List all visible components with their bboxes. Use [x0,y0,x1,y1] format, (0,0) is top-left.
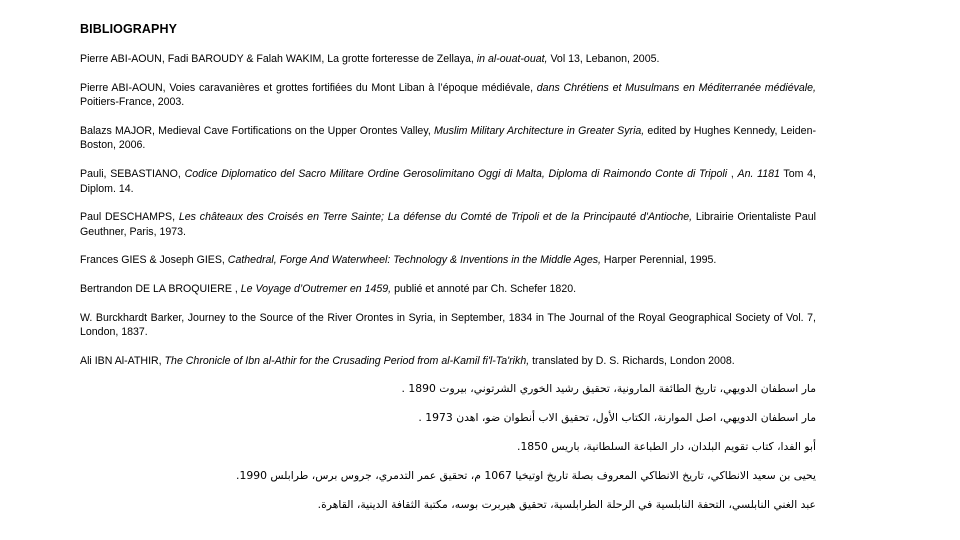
arabic-entry-4: يحيى بن سعيد الانطاكي، تاريخ الانطاكي المعروف بصلة تاريخ اوتيخيا 1067 م، تحقيق عمر التدمري، جروس برس، طرابلس 1990. [236,469,816,483]
entry-text: W. Burckhardt Barker, Journey to the Source of the River Orontes in Syria, in September, 1834 in The Journal of the Royal Geographical Society of Vol. 7, London, 1837. [80,311,816,339]
entry-italic: Codice Diplomatico del Sacro Militare Ordine Gerosolimitano Oggi di Malta, Diploma di Raimondo Conte di Tripoli [184,167,728,180]
bibliography-entry-2 [80,81,816,110]
entry-text: translated by D. S. Richards, London 2008. [529,354,735,367]
entry-text: Poitiers-France, 2003. [80,96,185,109]
entry-text: Librairie Orientaliste Paul Geuthner, Paris, 1973. [80,211,816,238]
bibliography-entry-7 [80,282,816,297]
entry-text: Ali IBN Al-ATHIR, [80,354,165,367]
entry-italic: The Chronicle of Ibn al-Athir for the Crusading Period from al-Kamil fi'l-Ta'rikh, [164,354,530,367]
entry-italic: Les châteaux des Croisés en Terre Sainte; La défense du Comté de Tripoli et de la Principauté d'Antioche, [178,211,693,224]
entry-italic: An. 1181 [737,167,780,180]
entry-text: Pauli, SEBASTIANO, [80,167,185,180]
arabic-entry-1: مار اسطفان الدويهي، تاريخ الطائفة المارونية، تحقيق رشيد الخوري الشرتوني، بيروت 1890 . [401,382,816,396]
entry-text: Pierre ABI-AOUN, Voies caravanières et grottes fortifiées du Mont Liban à l’époque médiévale, [80,81,537,94]
bibliography-entry-4 [80,167,816,196]
bibliography-entry-9 [80,354,816,369]
entry-text: Balazs MAJOR, Medieval Cave Fortifications on the Upper Orontes Valley, [80,124,434,137]
entry-text: Tom 4, Diplom. 14. [80,167,816,195]
entry-text: Vol 13, Lebanon, 2005. [547,53,660,65]
bibliography-entry-3 [80,124,816,153]
entry-text: Paul DESCHAMPS, [80,211,179,224]
page-title: BIBLIOGRAPHY [80,22,178,36]
entry-text: Frances GIES & Joseph GIES, [80,254,228,267]
entry-text: edited by Hughes Kennedy, Leiden-Boston, 2006. [80,124,816,152]
entry-text: Pierre ABI-AOUN, Fadi BAROUDY & Falah WAKIM, La grotte forteresse de Zellaya, [80,53,477,65]
entry-italic: Muslim Military Architecture in Greater Syria, [433,124,645,137]
entry-italic: Cathedral, Forge And Waterwheel: Technology & Inventions in the Middle Ages, [227,254,601,267]
bibliography-entry-1 [80,52,816,67]
bibliography-entry-6 [80,253,816,268]
entry-text: publié et annoté par Ch. Schefer 1820. [391,282,577,295]
arabic-entry-3: أبو الفدا، كتاب تقويم البلدان، دار الطباعة السلطانية، باريس 1850. [517,440,816,454]
entry-italic: in al-ouat-ouat, [476,53,548,65]
bibliography-page [80,22,816,527]
entry-italic: Le Voyage d’Outremer en 1459, [240,282,392,295]
entry-text: , [727,167,738,180]
entry-text: Harper Perennial, 1995. [600,254,717,267]
entry-text: Bertrandon DE LA BROQUIERE , [80,282,241,295]
bibliography-entry-5 [80,210,816,239]
bibliography-entry-8 [80,311,816,340]
arabic-entry-2: مار اسطفان الدويهي، اصل الموارنة، الكتاب الأول، تحقيق الاب أنطوان ضو، اهدن 1973 . [418,411,816,425]
arabic-entry-5: عبد الغني النابلسي، التحفة النابلسية في الرحلة الطرابلسية، تحقيق هيربرت بوسه، مكتبة الثقافة الدينية، القاهرة. [317,498,816,512]
entry-italic: dans Chrétiens et Musulmans en Méditerranée médiévale, [536,81,816,94]
